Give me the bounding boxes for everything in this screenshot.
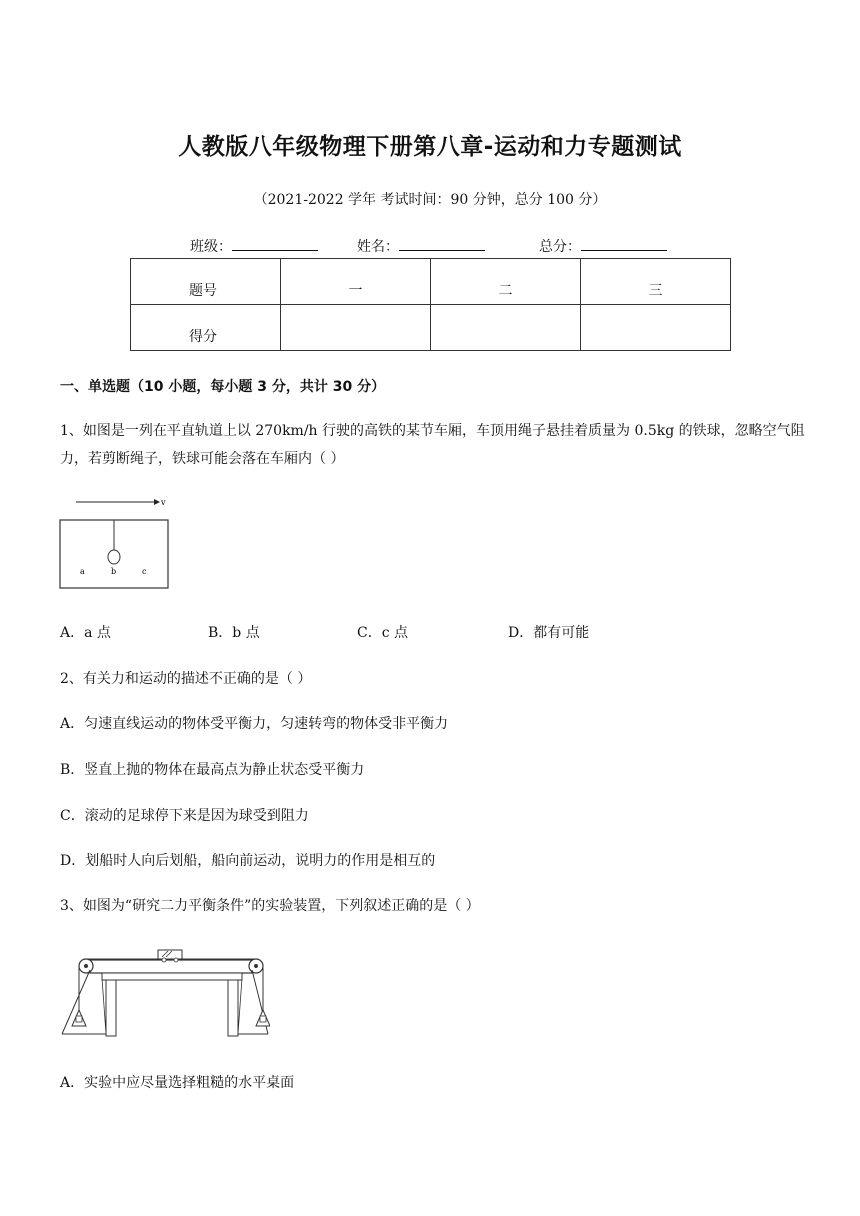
table-leg-left <box>106 980 116 1036</box>
cart-wheel <box>174 958 178 962</box>
point-b-label: b <box>111 567 117 576</box>
question-3-option-a: A．实验中应尽量选择粗糙的水平桌面 <box>60 1075 295 1091</box>
name-blank <box>399 238 485 251</box>
name-label: 姓名： <box>357 239 399 255</box>
score-table-cell <box>581 305 731 351</box>
question-2-option-d: D．划船时人向后划船，船向前运动，说明力的作用是相互的 <box>60 853 436 869</box>
question-2-option-b: B．竖直上抛的物体在最高点为静止状态受平衡力 <box>60 762 365 778</box>
score-table-cell: 三 <box>581 259 731 305</box>
score-table-cell: 一 <box>281 259 431 305</box>
table-leg-right <box>228 980 238 1036</box>
score-table-cell: 题号 <box>131 259 281 305</box>
pulley-left-axle <box>84 964 88 968</box>
point-c-label: c <box>142 567 147 576</box>
total-score-label: 总分： <box>539 239 581 255</box>
score-table <box>130 258 731 351</box>
question-2-option-c: C．滚动的足球停下来是因为球受到阻力 <box>60 808 309 824</box>
question-2-option-a: A．匀速直线运动的物体受平衡力，匀速转弯的物体受非平衡力 <box>60 716 449 732</box>
score-table-cell <box>431 305 581 351</box>
total-score-field <box>539 236 667 256</box>
class-field <box>190 236 318 256</box>
question-1-figure <box>58 494 172 590</box>
name-field <box>357 236 485 256</box>
page-title: 人教版八年级物理下册第八章-运动和力专题测试 <box>178 134 682 160</box>
velocity-label: v <box>161 498 166 507</box>
table-apron <box>102 973 242 980</box>
velocity-arrowhead <box>154 499 160 505</box>
class-label: 班级： <box>190 239 232 255</box>
question-2-text: 2、有关力和运动的描述不正确的是（ ） <box>60 671 312 687</box>
table-top <box>90 960 252 973</box>
class-blank <box>232 238 318 251</box>
exam-subtitle: （2021-2022 学年 考试时间：90 分钟，总分 100 分） <box>253 192 607 208</box>
weight-left-mass <box>76 1016 82 1022</box>
cart-body <box>158 950 182 959</box>
question-3-text: 3、如图为“研究二力平衡条件”的实验装置，下列叙述正确的是（ ） <box>60 898 480 914</box>
weight-right-mass <box>260 1016 266 1022</box>
question-1-option-c: C．c 点 <box>357 625 409 641</box>
score-table-cell <box>281 305 431 351</box>
score-table-cell: 二 <box>431 259 581 305</box>
question-3-figure <box>60 948 270 1038</box>
question-1-option-d: D．都有可能 <box>508 625 590 641</box>
question-1-option-b: B．b 点 <box>208 625 260 641</box>
cart-wheel <box>162 958 166 962</box>
point-a-label: a <box>80 567 85 576</box>
question-1-option-a: A．a 点 <box>60 625 111 641</box>
score-table-score-row <box>131 305 731 351</box>
score-table-header-row <box>131 259 731 305</box>
iron-ball <box>108 550 120 564</box>
stand-right-inner <box>238 978 242 1034</box>
section-heading: 一、单选题（10 小题，每小题 3 分，共计 30 分） <box>60 379 386 395</box>
stand-left-inner <box>102 978 106 1034</box>
pulley-right-axle <box>254 964 258 968</box>
score-table-cell: 得分 <box>131 305 281 351</box>
question-1-text: 1、如图是一列在平直轨道上以 270km/h 行驶的高铁的某节车厢，车顶用绳子悬挂着质量为 0.5kg 的铁球，忽略空气阻力，若剪断绳子，铁球可能会落在车厢内（ ） <box>60 423 805 467</box>
total-score-blank <box>581 238 667 251</box>
